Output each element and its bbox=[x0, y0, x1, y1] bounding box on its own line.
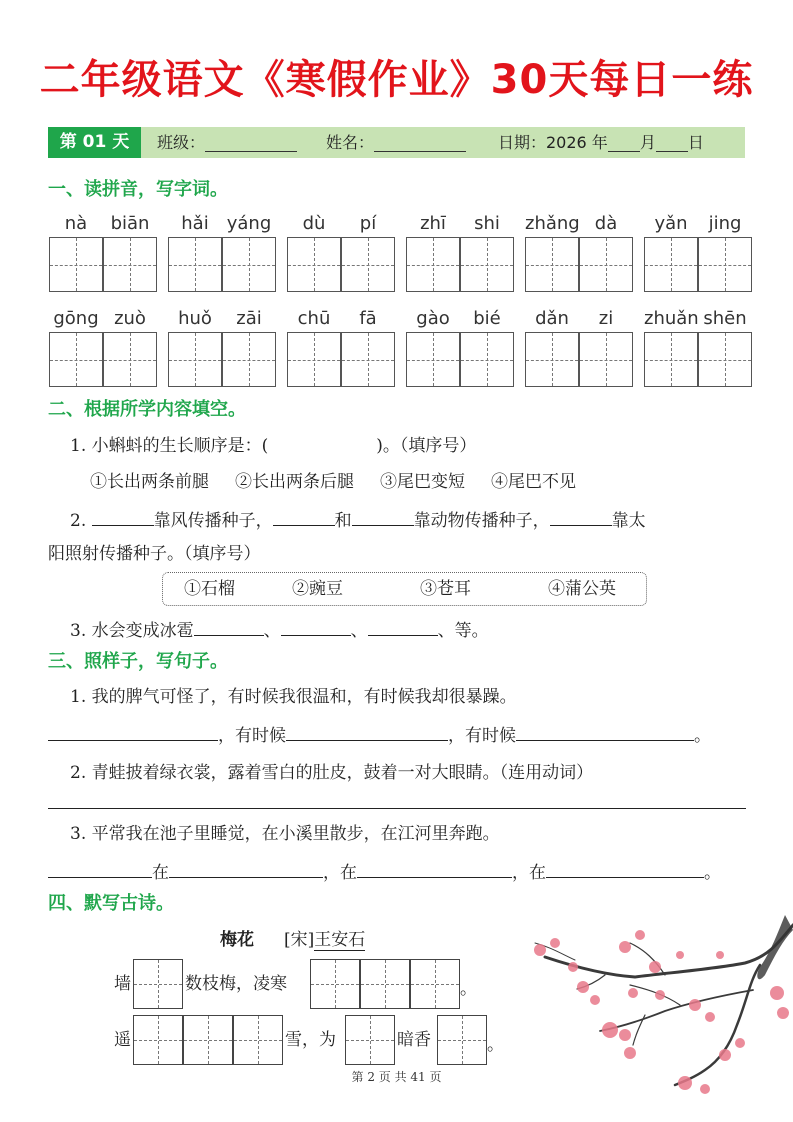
text: 靠动物传播种子， bbox=[413, 511, 550, 531]
pinyin-label: dǎn bbox=[535, 308, 569, 329]
pinyin-label: zhǎng bbox=[525, 213, 580, 234]
tian-zi-box[interactable] bbox=[406, 332, 460, 387]
text: 。 bbox=[694, 726, 711, 746]
s2-q2-option-1: ①石榴 bbox=[184, 579, 235, 599]
tian-zi-box[interactable] bbox=[222, 237, 276, 292]
poem-write-box[interactable] bbox=[310, 959, 360, 1009]
pinyin-label: yáng bbox=[226, 213, 272, 234]
pinyin-label: zāi bbox=[236, 308, 262, 329]
text: 3. 水会变成冰雹 bbox=[70, 621, 194, 641]
s3-q3-example: 3. 平常我在池子里睡觉，在小溪里散步，在江河里奔跑。 bbox=[70, 824, 500, 844]
blank[interactable] bbox=[546, 859, 704, 878]
s2-q1-options bbox=[90, 469, 576, 495]
month-label: 月 bbox=[639, 133, 656, 152]
tian-zi-box[interactable] bbox=[168, 332, 222, 387]
blank[interactable] bbox=[368, 617, 438, 636]
tian-zi-box[interactable] bbox=[406, 237, 460, 292]
poem-write-box[interactable] bbox=[233, 1015, 283, 1065]
poem-char: 墙 bbox=[114, 974, 131, 994]
text: ，在 bbox=[323, 863, 357, 883]
blank[interactable] bbox=[48, 859, 152, 878]
pinyin-label: pí bbox=[359, 213, 377, 234]
pinyin-label: jing bbox=[708, 213, 742, 234]
s2-q2-option-2: ②豌豆 bbox=[292, 579, 343, 599]
text: 、 bbox=[263, 621, 281, 641]
day-badge: 第 01 天 bbox=[48, 127, 141, 158]
pinyin-label: biān bbox=[110, 213, 150, 234]
tian-zi-box[interactable] bbox=[460, 237, 514, 292]
poem-write-box[interactable] bbox=[345, 1015, 395, 1065]
text: ，在 bbox=[512, 863, 546, 883]
class-input[interactable] bbox=[205, 131, 297, 152]
tian-zi-box[interactable] bbox=[341, 237, 395, 292]
text: 靠太 bbox=[611, 511, 646, 531]
tian-zi-box[interactable] bbox=[287, 332, 341, 387]
pinyin-label: zuò bbox=[114, 308, 146, 329]
tian-zi-box[interactable] bbox=[644, 332, 698, 387]
pinyin-label: gōng bbox=[53, 308, 99, 329]
text: 靠风传播种子， bbox=[153, 511, 273, 531]
section1-heading: 一、读拼音，写字词。 bbox=[48, 179, 228, 200]
pinyin-label: huǒ bbox=[178, 308, 212, 329]
poem-author bbox=[284, 927, 365, 953]
q-num: 2. bbox=[70, 511, 87, 531]
tian-zi-box[interactable] bbox=[460, 332, 514, 387]
tian-zi-box[interactable] bbox=[698, 332, 752, 387]
tian-zi-box[interactable] bbox=[103, 332, 157, 387]
s3-q1-answer bbox=[48, 722, 711, 749]
pinyin-label: yǎn bbox=[654, 213, 688, 234]
tian-zi-box[interactable] bbox=[525, 332, 579, 387]
s2-q1-text: 1. 小蝌蚪的生长顺序是：( bbox=[70, 436, 269, 456]
pinyin-label: hǎi bbox=[181, 213, 209, 234]
s2-q2-option-4: ④蒲公英 bbox=[548, 579, 616, 599]
blank[interactable] bbox=[281, 617, 351, 636]
class-label: 班级： bbox=[157, 133, 206, 152]
tian-zi-box[interactable] bbox=[49, 237, 103, 292]
s2-q3 bbox=[70, 617, 489, 644]
tian-zi-box[interactable] bbox=[579, 237, 633, 292]
page-number: 第 2 页 共 41 页 bbox=[351, 1070, 442, 1084]
blank[interactable] bbox=[352, 507, 414, 526]
poem-dynasty: [宋] bbox=[284, 930, 315, 950]
month-input[interactable] bbox=[608, 131, 640, 152]
s3-q3-answer bbox=[48, 859, 721, 886]
poem-char: 遥 bbox=[114, 1030, 131, 1050]
pinyin-label: fā bbox=[359, 308, 377, 329]
blank[interactable] bbox=[273, 507, 335, 526]
tian-zi-box[interactable] bbox=[525, 237, 579, 292]
poem-text: 雪，为 bbox=[285, 1030, 336, 1050]
poem-write-box[interactable] bbox=[410, 959, 460, 1009]
text: 和 bbox=[334, 511, 352, 531]
option: ②长出两条后腿 bbox=[235, 472, 354, 492]
text: 。 bbox=[704, 863, 721, 883]
tian-zi-box[interactable] bbox=[222, 332, 276, 387]
tian-zi-box[interactable] bbox=[644, 237, 698, 292]
s3-q2-answer-line[interactable] bbox=[48, 808, 746, 809]
poem-write-box[interactable] bbox=[183, 1015, 233, 1065]
pinyin-label: nà bbox=[64, 213, 88, 234]
poem-text: 数枝梅，凌寒 bbox=[185, 974, 287, 994]
s2-q2-option-3: ③苍耳 bbox=[420, 579, 471, 599]
tian-zi-box[interactable] bbox=[341, 332, 395, 387]
text: 在 bbox=[152, 863, 169, 883]
tian-zi-box[interactable] bbox=[49, 332, 103, 387]
pinyin-label: chū bbox=[297, 308, 331, 329]
pinyin-label: dù bbox=[302, 213, 326, 234]
pinyin-label: shēn bbox=[703, 308, 747, 329]
pinyin-label: zi bbox=[598, 308, 614, 329]
blank[interactable] bbox=[357, 859, 512, 878]
pinyin-label: dà bbox=[594, 213, 618, 234]
blank[interactable] bbox=[194, 617, 264, 636]
poem-text: 。 bbox=[487, 1035, 504, 1055]
option: ①长出两条前腿 bbox=[90, 472, 209, 492]
text: 、 bbox=[350, 621, 368, 641]
blank[interactable] bbox=[48, 722, 218, 741]
poem-write-box[interactable] bbox=[133, 959, 183, 1009]
plum-blossom-illustration bbox=[515, 905, 793, 1095]
s2-q1 bbox=[70, 433, 476, 459]
pinyin-label: gào bbox=[416, 308, 450, 329]
blank[interactable] bbox=[550, 507, 612, 526]
tian-zi-box[interactable] bbox=[168, 237, 222, 292]
option: ③尾巴变短 bbox=[380, 472, 465, 492]
date-label: 日期：2026 年 bbox=[498, 133, 608, 152]
poem-write-box[interactable] bbox=[133, 1015, 183, 1065]
tian-zi-box[interactable] bbox=[579, 332, 633, 387]
s2-q1-hint: )。（填序号） bbox=[376, 436, 477, 456]
poem-title: 梅花 bbox=[220, 930, 254, 950]
poem-text: 暗香 bbox=[397, 1030, 431, 1050]
name-field bbox=[326, 127, 466, 158]
section2-heading: 二、根据所学内容填空。 bbox=[48, 399, 246, 420]
poem-write-box[interactable] bbox=[360, 959, 410, 1009]
pinyin-label: bié bbox=[473, 308, 501, 329]
text: 、等。 bbox=[437, 621, 489, 641]
text: ，有时候 bbox=[218, 726, 286, 746]
pinyin-label: zhuǎn bbox=[644, 308, 699, 329]
tian-zi-box[interactable] bbox=[698, 237, 752, 292]
page-title: 二年级语文《寒假作业》30天每日一练 bbox=[39, 57, 754, 103]
s3-q2-example: 2. 青蛙披着绿衣裳，露着雪白的肚皮，鼓着一对大眼睛。（连用动词） bbox=[70, 763, 594, 783]
section4-heading: 四、默写古诗。 bbox=[48, 893, 174, 914]
tian-zi-box[interactable] bbox=[103, 237, 157, 292]
blank[interactable] bbox=[169, 859, 323, 878]
date-field bbox=[498, 127, 704, 158]
poem-text: 。 bbox=[460, 979, 477, 999]
name-input[interactable] bbox=[374, 131, 466, 152]
poem-write-box[interactable] bbox=[437, 1015, 487, 1065]
blank[interactable] bbox=[516, 722, 694, 741]
poem-author-name: 王安石 bbox=[314, 930, 366, 950]
pinyin-label: shi bbox=[474, 213, 500, 234]
tian-zi-box[interactable] bbox=[287, 237, 341, 292]
s3-q1-example: 1. 我的脾气可怪了，有时候我很温和，有时候我却很暴躁。 bbox=[70, 687, 517, 707]
name-label: 姓名： bbox=[326, 133, 375, 152]
blank[interactable] bbox=[286, 722, 448, 741]
text: ，有时候 bbox=[448, 726, 516, 746]
s2-q2 bbox=[70, 507, 646, 534]
day-input[interactable] bbox=[656, 131, 688, 152]
option: ④尾巴不见 bbox=[491, 472, 576, 492]
pinyin-label: zhī bbox=[420, 213, 446, 234]
section3-heading: 三、照样子，写句子。 bbox=[48, 651, 228, 672]
day-label: 日 bbox=[687, 133, 704, 152]
class-field bbox=[157, 127, 297, 158]
blank[interactable] bbox=[92, 507, 154, 526]
s2-q2-line2: 阳照射传播种子。（填序号） bbox=[48, 544, 261, 564]
